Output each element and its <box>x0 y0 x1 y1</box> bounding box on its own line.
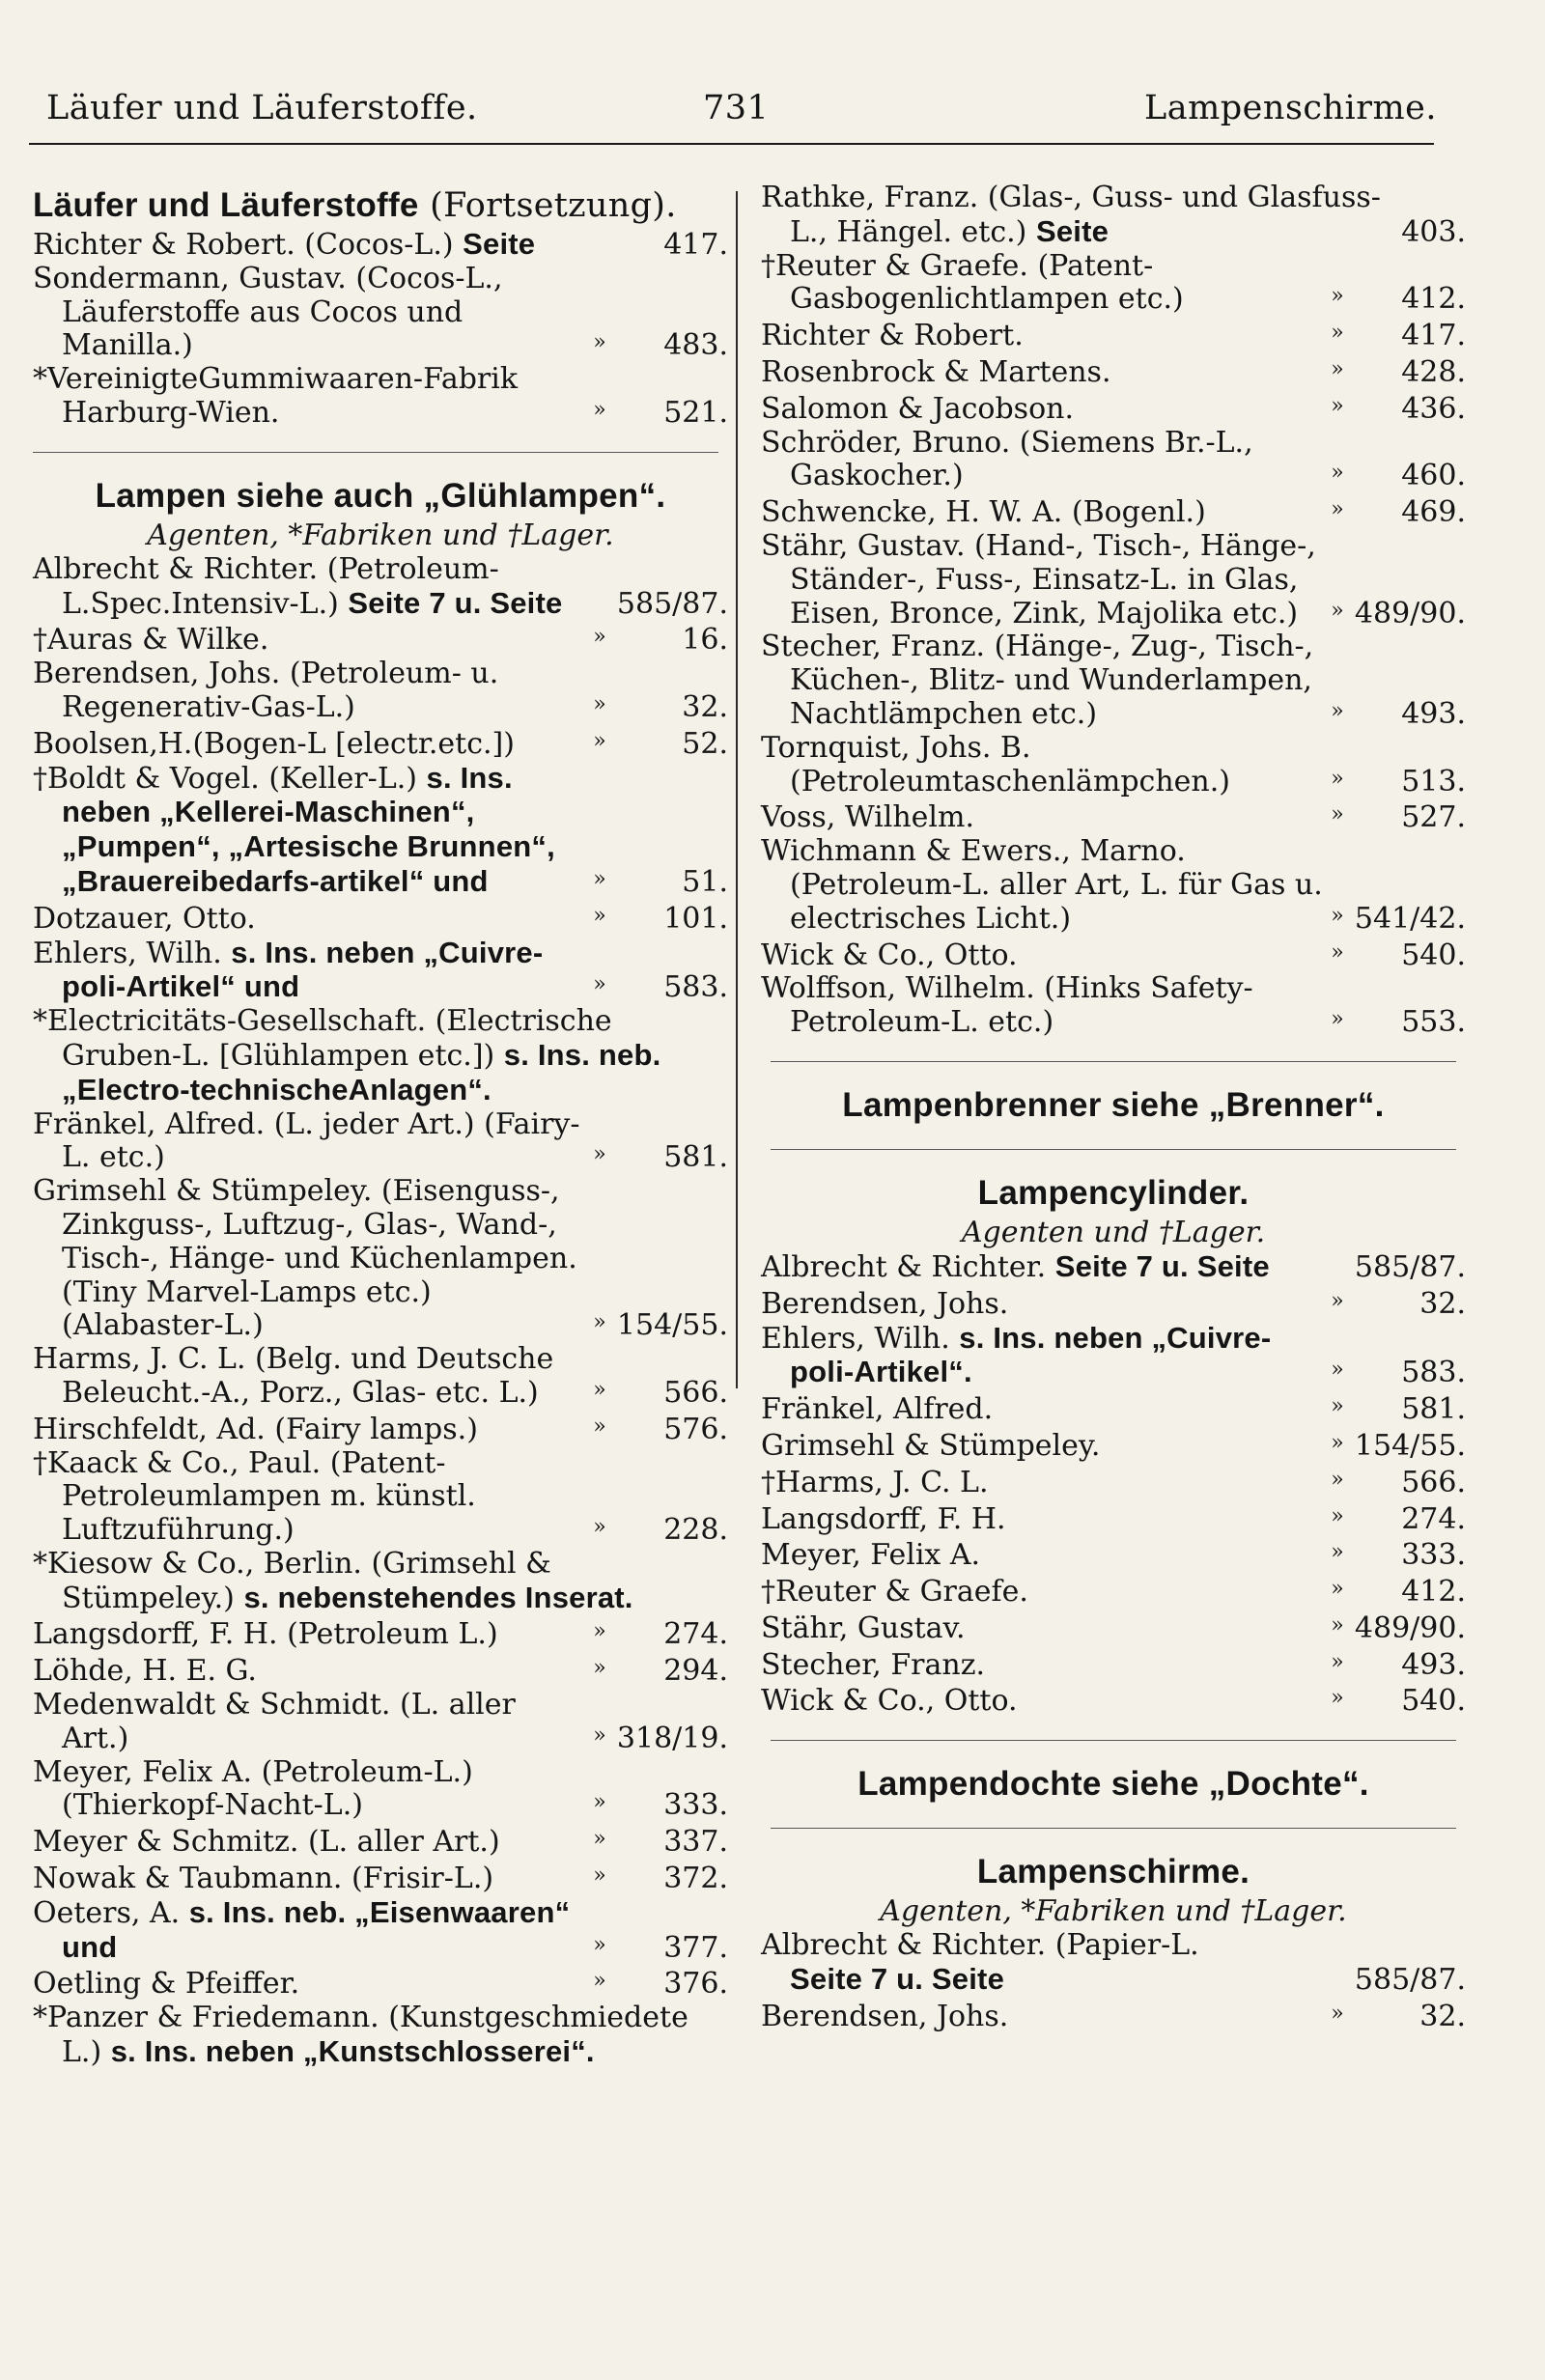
section-divider <box>771 1149 1456 1150</box>
list-item: †Kaack & Co., Paul. (Patent-Petroleumlampen m. künstl. Luftzuführung.) » 228. <box>33 1445 728 1548</box>
list-item: Rathke, Franz. (Glas-, Guss- und Glasfuss-L., Hängel. etc.) Seite 403. <box>761 181 1466 249</box>
list-item: Stähr, Gustav. (Hand-, Tisch-, Hänge-, Ständer-, Fuss-, Einsatz-L. in Glas, Eisen, Bronce, Zink, Majolika etc.) » 489/90. <box>761 528 1466 630</box>
list-item: *Kiesow & Co., Berlin. (Grimsehl & Stümpeley.) s. nebenstehendes Inserat. <box>33 1546 633 1615</box>
list-item: Wick & Co., Otto. » 540. <box>761 1684 1466 1719</box>
section-title: Lampenschirme. <box>976 1853 1250 1891</box>
list-item: Tornquist, Johs. B. (Petroleumtaschenlämpchen.) » 513. <box>761 730 1466 798</box>
list-item: *Electricitäts-Gesellschaft. (Electrische Gruben-L. [Glühlampen etc.]) s. Ins. neb. „Electro-technischeAnlagen“. <box>33 1004 661 1106</box>
list-item: Richter & Robert. » 417. <box>761 319 1466 353</box>
list-item: Harms, J. C. L. (Belg. und Deutsche Beleucht.-A., Porz., Glas- etc. L.) » 566. <box>33 1342 728 1410</box>
header-rule <box>29 143 1434 145</box>
list-item: Hirschfeldt, Ad. (Fairy lamps.) » 576. <box>33 1412 728 1446</box>
list-item: Langsdorff, F. H. » 274. <box>761 1501 1466 1536</box>
list-item: Medenwaldt & Schmidt. (L. aller Art.) » 318/19. <box>33 1688 728 1755</box>
list-item: Voss, Wilhelm. » 527. <box>761 800 1466 835</box>
list-item: Richter & Robert. (Cocos-L.) Seite 417. <box>33 227 728 262</box>
section-title: Lampendochte siehe „Dochte“. <box>857 1765 1369 1804</box>
list-item: Albrecht & Richter. Seite 7 u. Seite 585/87. <box>761 1248 1466 1284</box>
section-divider <box>771 1828 1456 1829</box>
list-item: Ehlers, Wilh. s. Ins. neben „Cuivre-poli-Artikel“. » 583. <box>761 1320 1466 1390</box>
list-item: †Boldt & Vogel. (Keller-L.) s. Ins. neben „Kellerei-Maschinen“, „Pumpen“, „Artesische Brunnen“, „Brauereibedarfs-artikel“ und » 51. <box>33 760 728 899</box>
list-item: Boolsen,H.(Bogen-L [electr.etc.]) » 52. <box>33 726 728 761</box>
header-left: Läufer und Läuferstoffe. <box>46 89 478 127</box>
list-item: Meyer, Felix A. (Petroleum-L.) (Thierkopf-Nacht-L.) » 333. <box>33 1754 728 1823</box>
list-item: Berendsen, Johs. » 32. <box>761 1999 1466 2033</box>
right-column <box>761 182 1466 2034</box>
list-item: Löhde, H. E. G. » 294. <box>33 1654 728 1689</box>
list-item: Schwencke, H. W. A. (Bogenl.) » 469. <box>761 495 1466 530</box>
list-item: Berendsen, Johs. (Petroleum- u. Regenerativ-Gas-L.) » 32. <box>33 657 728 724</box>
list-item: †Harms, J. C. L. » 566. <box>761 1465 1466 1499</box>
list-item: Oeters, A. s. Ins. neb. „Eisenwaaren“ und » 377. <box>33 1894 728 1965</box>
list-item: Sondermann, Gustav. (Cocos-L., Läuferstoffe aus Cocos und Manilla.) » 483. <box>33 261 728 363</box>
page-number: 731 <box>703 89 770 127</box>
section-title: Läufer und Läuferstoffe (Fortsetzung). <box>33 186 677 225</box>
section-subheading: Agenten, *Fabriken und †Lager. <box>147 518 614 552</box>
section-title: Lampenbrenner siehe „Brenner“. <box>842 1085 1385 1124</box>
list-item: Wichmann & Ewers., Marno. (Petroleum-L. aller Art, L. für Gas u. electrisches Licht.) » 541/42. <box>761 834 1466 936</box>
list-item: Stecher, Franz. » 493. <box>761 1647 1466 1682</box>
list-item: Grimsehl & Stümpeley. (Eisenguss-, Zinkguss-, Luftzug-, Glas-, Wand-, Tisch-, Hänge- und Küchenlampen. (Tiny Marvel-Lamps etc.) (Alabaster-L.) » 154/55. <box>33 1174 728 1343</box>
list-item: †Reuter & Graefe. » 412. <box>761 1575 1466 1610</box>
list-item: *Panzer & Friedemann. (Kunstgeschmiedete L.) s. Ins. neben „Kunstschlosserei“. <box>33 2001 688 2070</box>
list-item: Wick & Co., Otto. » 540. <box>761 938 1466 972</box>
list-item: Grimsehl & Stümpeley. » 154/55. <box>761 1428 1466 1463</box>
section-subheading: Agenten und †Lager. <box>961 1215 1266 1249</box>
list-item: Schröder, Bruno. (Siemens Br.-L., Gaskocher.) » 460. <box>761 425 1466 493</box>
list-item: Berendsen, Johs. » 32. <box>761 1286 1466 1321</box>
section-title: Lampen siehe auch „Glühlampen“. <box>95 476 666 515</box>
list-item: Wolffson, Wilhelm. (Hinks Safety-Petroleum-L. etc.) » 553. <box>761 971 1466 1040</box>
list-item: Albrecht & Richter. (Papier-L. Seite 7 u. Seite 585/87. <box>761 1928 1466 1998</box>
list-item: Fränkel, Alfred. » 581. <box>761 1392 1466 1427</box>
section-subheading: Agenten, *Fabriken und †Lager. <box>880 1894 1347 1929</box>
list-item: †Auras & Wilke. » 16. <box>33 623 728 658</box>
header-right: Lampenschirme. <box>1143 89 1437 127</box>
section-divider <box>771 1061 1456 1062</box>
column-divider <box>736 191 738 1388</box>
list-item: Rosenbrock & Martens. » 428. <box>761 354 1466 389</box>
section-title: Lampencylinder. <box>977 1173 1250 1212</box>
list-item: Ehlers, Wilh. s. Ins. neben „Cuivre-poli-Artikel“ und » 583. <box>33 935 728 1005</box>
running-header <box>46 89 1437 143</box>
list-item: Oetling & Pfeiffer. » 376. <box>33 1967 728 2002</box>
list-item: Salomon & Jacobson. » 436. <box>761 391 1466 426</box>
list-item: Albrecht & Richter. (Petroleum- L.Spec.Intensiv-L.) Seite 7 u. Seite 585/87. <box>33 551 728 621</box>
list-item: Dotzauer, Otto. » 101. <box>33 901 728 936</box>
list-item: Meyer & Schmitz. (L. aller Art.) » 337. <box>33 1825 728 1860</box>
list-item: Stähr, Gustav. » 489/90. <box>761 1610 1466 1645</box>
list-item: Stecher, Franz. (Hänge-, Zug-, Tisch-, Küchen-, Blitz- und Wunderlampen, Nachtlämpchen etc.) » 493. <box>761 630 1466 731</box>
list-item: †Reuter & Graefe. (Patent-Gasbogenlichtlampen etc.) » 412. <box>761 248 1466 317</box>
left-column <box>33 183 728 2070</box>
list-item: Fränkel, Alfred. (L. jeder Art.) (Fairy-L. etc.) » 581. <box>33 1106 728 1175</box>
list-item: Nowak & Taubmann. (Frisir-L.) » 372. <box>33 1862 728 1896</box>
list-item: Langsdorff, F. H. (Petroleum L.) » 274. <box>33 1617 728 1652</box>
list-item: Meyer, Felix A. » 333. <box>761 1538 1466 1573</box>
section-divider <box>33 452 718 453</box>
list-item: *VereinigteGummiwaaren-Fabrik Harburg-Wien. » 521. <box>33 362 728 430</box>
section-divider <box>771 1740 1456 1741</box>
